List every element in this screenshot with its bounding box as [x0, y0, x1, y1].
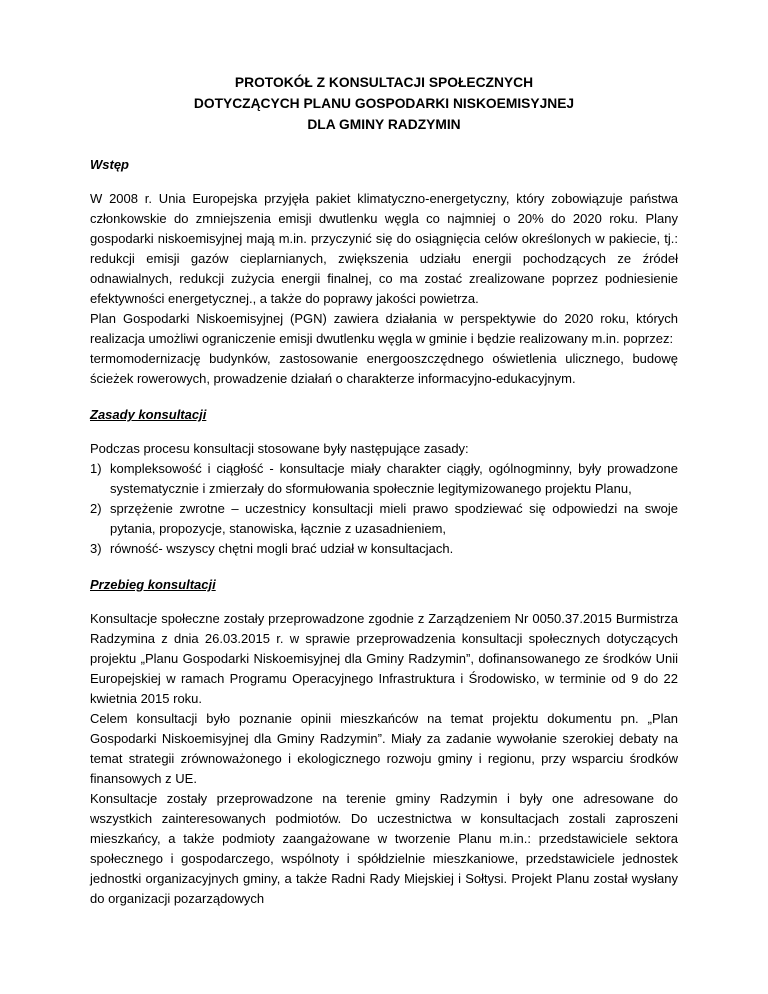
- list-item-text: równość- wszyscy chętni mogli brać udział w konsultacjach.: [110, 541, 454, 556]
- principles-heading: Zasady konsultacji: [90, 407, 207, 422]
- principles-lead: Podczas procesu konsultacji stosowane były następujące zasady:: [90, 441, 469, 456]
- course-paragraph-3: Konsultacje zostały przeprowadzone na terenie gminy Radzymin i były one adresowane do wszystkich zainteresowanych podmiotów. Do uczestnictwa w konsultacjach zostali zaproszeni mieszkańcy, a także podmioty zaangażowane w tworzenie Planu m.in.: przedstawiciele sektora społecznego i gospodarczego, wspólnoty i spółdzielnie mieszkaniowe, przedstawiciele jednostek jednostki organizacyjnych gminy, a także Radni Rady Miejskiej i Sołtysi. Projekt Planu został wysłany do organizacji pozarządowych: [90, 791, 678, 906]
- principles-list: [90, 459, 678, 559]
- intro-section: [90, 155, 678, 389]
- intro-paragraph-3: termomodernizację budynków, zastosowanie energooszczędnego oświetlenia ulicznego, budowę ścieżek rowerowych, prowadzenie działań o charakterze informacyjno-edukacyjnym.: [90, 351, 678, 386]
- list-item-text: sprzężenie zwrotne – uczestnicy konsultacji mieli prawo spodziewać się odpowiedzi na swoje pytania, propozycje, stanowiska, łącznie z uzasadnieniem,: [110, 501, 678, 536]
- course-paragraph-1: Konsultacje społeczne zostały przeprowadzone zgodnie z Zarządzeniem Nr 0050.37.2015 Burmistrza Radzymina z dnia 26.03.2015 r. w sprawie przeprowadzenia konsultacji społecznych dotyczących projektu „Planu Gospodarki Niskoemisyjnej dla Gminy Radzymin”, dofinansowanego ze środków Unii Europejskiej w ramach Programu Operacyjnego Infrastruktura i Środowisko, w terminie od 9 do 22 kwietnia 2015 roku.: [90, 611, 678, 706]
- course-heading: Przebieg konsultacji: [90, 577, 216, 592]
- list-item: [90, 459, 678, 499]
- intro-paragraph-2: Plan Gospodarki Niskoemisyjnej (PGN) zawiera działania w perspektywie do 2020 roku, których realizacja umożliwi ograniczenie emisji dwutlenku węgla w gminie i będzie realizowany m.in. poprzez:: [90, 311, 678, 346]
- intro-heading: Wstęp: [90, 157, 129, 172]
- list-item: [90, 499, 678, 539]
- course-section: [90, 575, 678, 909]
- document-title: [90, 72, 678, 135]
- principles-section: [90, 405, 678, 559]
- list-item: [90, 539, 678, 559]
- list-item-number: 3): [90, 541, 102, 556]
- list-item-number: 2): [90, 501, 102, 516]
- course-paragraph-2: Celem konsultacji było poznanie opinii mieszkańców na temat projektu dokumentu pn. „Plan Gospodarki Niskoemisyjnej dla Gminy Radzymin”. Miały za zadanie wywołanie szerokiej debaty na temat strategii zrównoważonego i ekologicznego rozwoju gminy i regionu, przy wsparciu środków finansowych z UE.: [90, 711, 678, 786]
- list-item-number: 1): [90, 461, 102, 476]
- title-line-2: DOTYCZĄCYCH PLANU GOSPODARKI NISKOEMISYJNEJ: [193, 96, 575, 111]
- title-line-1: PROTOKÓŁ Z KONSULTACJI SPOŁECZNYCH: [234, 75, 534, 90]
- list-item-text: kompleksowość i ciągłość - konsultacje miały charakter ciągły, ogólnogminny, były prowadzone systematycznie i zmierzały do sformułowania społecznie legitymizowanego projektu Planu,: [110, 461, 678, 496]
- title-line-3: DLA GMINY RADZYMIN: [307, 117, 461, 132]
- intro-paragraph-1: W 2008 r. Unia Europejska przyjęła pakiet klimatyczno-energetyczny, który zobowiązuje państwa członkowskie do zmniejszenia emisji dwutlenku węgla co najmniej o 20% do 2020 roku. Plany gospodarki niskoemisyjnej mają m.in. przyczynić się do osiągnięcia celów określonych w pakiecie, tj.: redukcji emisji gazów cieplarnianych, zwiększenia udziału energii pochodzących ze źródeł odnawialnych, redukcji zużycia energii finalnej, co ma zostać zrealizowane poprzez podniesienie efektywności energetycznej., a także do poprawy jakości powietrza.: [90, 191, 678, 306]
